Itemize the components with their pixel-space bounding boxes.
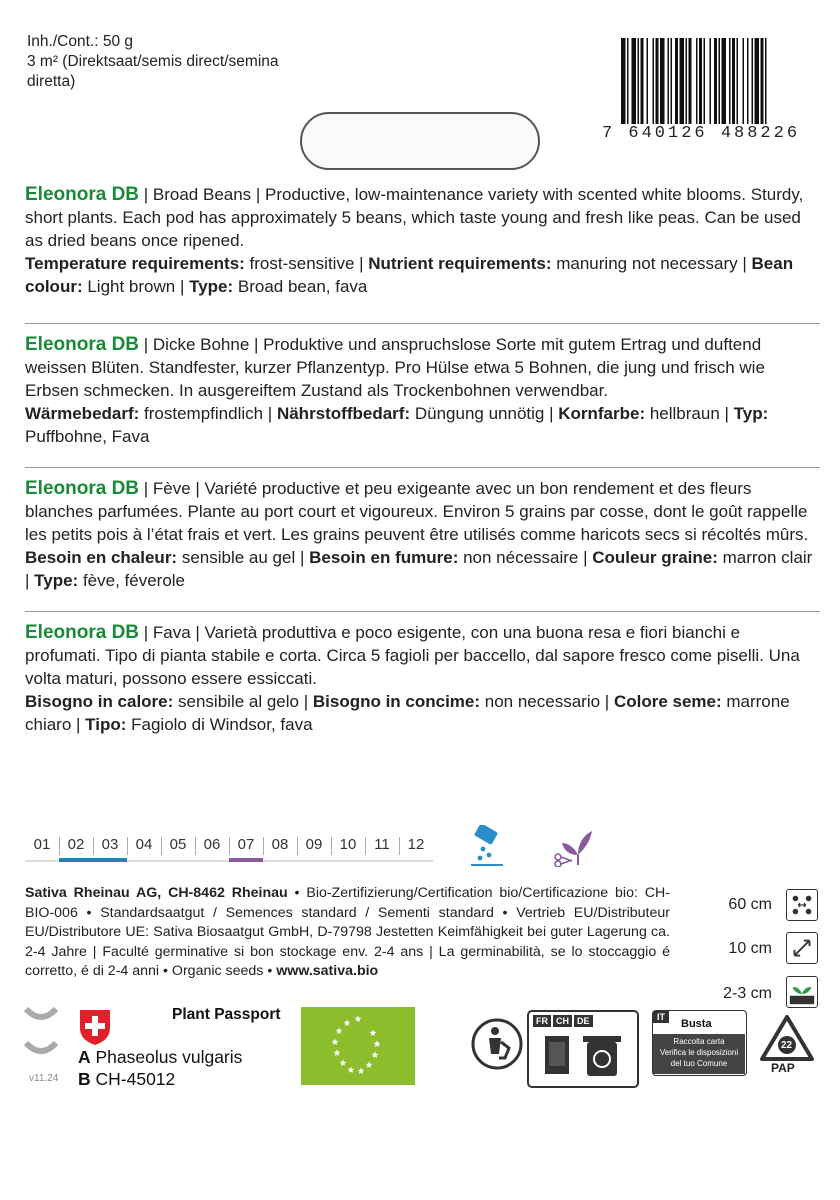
passport-a-value: Phaseolus vulgaris [90, 1047, 243, 1067]
content-weight: Inh./Cont.: 50 g [27, 33, 133, 50]
month-label: 12 [407, 836, 425, 853]
attr-value: Broad bean, fava [233, 277, 368, 296]
plant-passport-title: Plant Passport [172, 1006, 281, 1023]
recycling-box-fr-ch-de [527, 1010, 639, 1088]
month-divider [59, 837, 60, 855]
attr-value: frost-sensitive | [244, 254, 369, 273]
package-content-info [27, 32, 327, 92]
attr-label: Nährstoffbedarf: [276, 404, 411, 423]
attr-label: Type: [34, 571, 79, 590]
attr-label: Type: [189, 277, 234, 296]
month-label: 09 [305, 836, 323, 853]
description-text: | Broad Beans | Productive, low-maintenance variety with scented white blooms. Sturdy, short plants. Each pod has approximately 5 beans, which taste young and fresh like peas. Can be used as dried beans once ripened. [25, 185, 804, 250]
month-label: 03 [101, 836, 119, 853]
divider [25, 611, 820, 612]
plant-spacing-icon [786, 932, 818, 964]
passport-a-label: A [78, 1047, 91, 1067]
attr-label: Bisogno in concime: [312, 692, 481, 711]
sativa-logo-icon [24, 1003, 58, 1071]
month-label: 04 [135, 836, 153, 853]
attr-value: sensibile al gelo | [173, 692, 313, 711]
month-divider [331, 837, 332, 855]
month-divider [229, 837, 230, 855]
month-divider [297, 837, 298, 855]
swiss-flag-icon [78, 1008, 112, 1046]
attr-value: Puffbohne, Fava [25, 427, 150, 446]
attr-value: marron clair | [25, 548, 813, 590]
country-tab: DE [574, 1015, 593, 1027]
website-link[interactable]: www.sativa.bio [276, 963, 379, 979]
description-en [25, 183, 815, 298]
variety-name: Eleonora DB [25, 184, 140, 205]
attr-label: Besoin en chaleur: [25, 548, 178, 567]
eu-organic-leaf-icon [301, 1007, 415, 1085]
sowing-calendar [25, 833, 435, 863]
month-label: 06 [203, 836, 221, 853]
harvest-shears-plant-icon [552, 825, 596, 867]
version-label: v11.24 [29, 1073, 59, 1084]
country-tab: FR [533, 1015, 551, 1027]
harvest-period-bar [229, 858, 263, 862]
month-divider [365, 837, 366, 855]
divider [25, 323, 820, 324]
description-de [25, 333, 815, 448]
month-label: 05 [169, 836, 187, 853]
month-divider [161, 837, 162, 855]
attr-value: non necessario | [480, 692, 614, 711]
hanger-slot [300, 112, 540, 170]
attr-value: frostempfindlich | [139, 404, 277, 423]
attr-label: Couleur graine: [592, 548, 718, 567]
busta-line: del tuo Comune [670, 1059, 728, 1068]
description-fr [25, 477, 815, 592]
month-divider [93, 837, 94, 855]
busta-line: Verifica le disposizioni [659, 1048, 739, 1057]
plant-spacing-value: 10 cm [728, 940, 772, 957]
row-spacing-value: 60 cm [728, 896, 772, 913]
company-name: Sativa Rheinau AG, CH-8462 Rheinau [25, 885, 288, 901]
pap-label: PAP [771, 1061, 795, 1075]
month-label: 10 [339, 836, 357, 853]
pap-number: 22 [781, 1040, 793, 1051]
attr-value: Light brown | [82, 277, 190, 296]
busta-instructions [653, 1034, 745, 1074]
tidyman-recycle-icon [471, 1018, 523, 1070]
description-text: | Fève | Variété productive et peu exigeante avec un bon rendement et des fleurs blanches parfumées. Plante au port court et vigoureux. Environ 5 grains par cosse, dont le goût rappelle les petits pois à l’état frais et vert. Les grains peuvent être utilisés comme haricots secs si récoltés mûrs. [25, 479, 809, 544]
attr-label: Colore seme: [613, 692, 722, 711]
attr-label: Bean colour: [25, 254, 794, 296]
attr-label: Kornfarbe: [558, 404, 646, 423]
attr-label: Tipo: [85, 715, 127, 734]
month-label: 07 [237, 836, 255, 853]
row-spacing-icon [786, 889, 818, 921]
variety-name: Eleonora DB [25, 478, 140, 499]
divider [25, 467, 820, 468]
month-divider [263, 837, 264, 855]
busta-line: Raccolta carta [673, 1037, 725, 1046]
month-label: 08 [271, 836, 289, 853]
month-divider [195, 837, 196, 855]
attr-label: Nutrient requirements: [368, 254, 552, 273]
variety-name: Eleonora DB [25, 334, 140, 355]
passport-b-value: CH-45012 [90, 1069, 176, 1089]
attr-label: Bisogno in calore: [25, 692, 174, 711]
seed-packet-sowing-icon [467, 825, 507, 867]
attr-value: Fagiolo di Windsor, fava [126, 715, 313, 734]
variety-name: Eleonora DB [25, 622, 140, 643]
attr-value: manuring not necessary | [551, 254, 752, 273]
barcode [617, 38, 817, 138]
busta-title: Busta [681, 1018, 712, 1030]
attr-value: hellbraun | [645, 404, 734, 423]
sowing-depth-icon [786, 976, 818, 1008]
attr-label: Typ: [733, 404, 769, 423]
attr-label: Temperature requirements: [25, 254, 245, 273]
country-tab: CH [553, 1015, 572, 1027]
italian-disposal-label [652, 1010, 747, 1076]
attr-value: Düngung unnötig | [410, 404, 559, 423]
description-it [25, 621, 815, 736]
certification-text: • Bio-Zertifizierung/Certification bio/Certificazione bio: CH-BIO-006 • Standardsaatgut / Semences standard / Sementi standard • Vertrieb EU/Distributeur EU/Distributore UE: Sativa Biosaatgut GmbH, D-79798 Jestetten Keimfähigkeit bei guter Lagerung ca. 2-4 Jahre | Faculté germinative si bon stockage env. 2-4 ans | La germinabilità, se lo stoccaggio é corretto, é di 2-4 anni • Organic seeds • [25, 885, 670, 979]
month-divider [127, 837, 128, 855]
description-text: | Dicke Bohne | Produktive und anspruchslose Sorte mit gutem Ertrag und duftend weissen Blüten. Standfester, kurzer Pflanzentyp. Pro Hülse etwa 5 Bohnen, die jung und frisch wie Erbsen schmecken. In ausgereiftem Zustand als Trockenbohnen verwendbar. [25, 335, 765, 400]
sowing-area: 3 m² (Direktsaat/semis direct/semina [27, 53, 279, 70]
month-divider [399, 837, 400, 855]
attr-value: marrone chiaro | [25, 692, 790, 734]
attr-value: fève, féverole [78, 571, 185, 590]
barcode-number: 7 640126 488226 [602, 124, 822, 143]
passport-b-label: B [78, 1069, 91, 1089]
sowing-depth-value: 2-3 cm [723, 985, 772, 1002]
attr-value: sensible au gel | [177, 548, 310, 567]
attr-label: Wärmebedarf: [25, 404, 140, 423]
description-text: | Fava | Varietà produttiva e poco esigente, con una buona resa e fiori bianchi e profumati. Tipo di pianta stabile e corta. Circa 5 fagioli per baccello, dal sapore fresco come piselli. Una volta maturi, possono essere essiccati. [25, 623, 800, 688]
month-label: 11 [374, 836, 390, 853]
company-info [25, 884, 670, 982]
plant-passport-species [78, 1047, 242, 1068]
it-tag: IT [653, 1011, 669, 1023]
attr-value: non nécessaire | [458, 548, 593, 567]
sowing-period-bar [59, 858, 127, 862]
attr-label: Besoin en fumure: [309, 548, 459, 567]
month-label: 01 [33, 836, 51, 853]
paper-bag-bin-icon [541, 1032, 627, 1080]
plant-passport-code [78, 1069, 175, 1090]
month-label: 02 [67, 836, 85, 853]
sowing-area-cont: diretta) [27, 73, 76, 90]
